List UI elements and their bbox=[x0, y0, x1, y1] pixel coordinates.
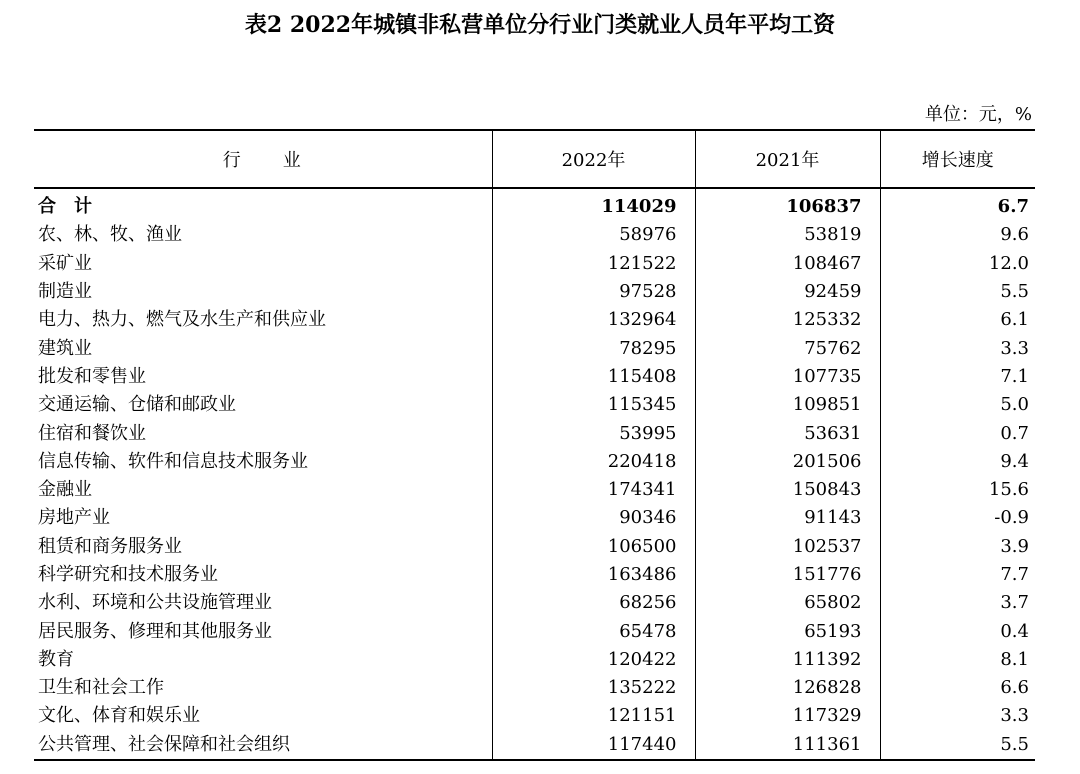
table-row bbox=[34, 674, 1035, 702]
unit-label: 单位：元，% bbox=[924, 104, 1032, 125]
header-row bbox=[34, 130, 1035, 188]
value-2021: 91143 bbox=[695, 504, 880, 532]
header-growth: 增长速度 bbox=[880, 130, 1035, 188]
value-2021: 108467 bbox=[695, 250, 880, 278]
growth-rate: 12.0 bbox=[880, 250, 1035, 278]
table-row bbox=[34, 533, 1035, 561]
growth-rate: 5.5 bbox=[880, 278, 1035, 306]
industry-name: 卫生和社会工作 bbox=[38, 677, 164, 699]
industry-name: 房地产业 bbox=[38, 507, 110, 529]
value-2021: 111392 bbox=[695, 646, 880, 674]
value-2021: 150843 bbox=[695, 476, 880, 504]
value-2021: 102537 bbox=[695, 533, 880, 561]
industry-name: 交通运输、仓储和邮政业 bbox=[38, 394, 236, 416]
table-row bbox=[34, 702, 1035, 730]
value-2022: 68256 bbox=[492, 589, 695, 617]
table-title: 表2 2022年城镇非私营单位分行业门类就业人员年平均工资 bbox=[244, 12, 836, 38]
value-2022: 58976 bbox=[492, 221, 695, 249]
value-2022: 121522 bbox=[492, 250, 695, 278]
industry-name: 建筑业 bbox=[38, 337, 92, 359]
table-body bbox=[34, 188, 1035, 760]
value-2022: 53995 bbox=[492, 419, 695, 447]
table-row bbox=[34, 476, 1035, 504]
value-2021: 107735 bbox=[695, 363, 880, 391]
value-2021: 75762 bbox=[695, 334, 880, 362]
value-2021: 65802 bbox=[695, 589, 880, 617]
industry-name: 文化、体育和娱乐业 bbox=[38, 705, 200, 727]
industry-name: 信息传输、软件和信息技术服务业 bbox=[38, 450, 308, 472]
value-2021: 53819 bbox=[695, 221, 880, 249]
growth-rate: 7.1 bbox=[880, 363, 1035, 391]
industry-name: 科学研究和技术服务业 bbox=[38, 564, 218, 585]
value-2022: 117440 bbox=[492, 731, 695, 760]
growth-rate: 8.1 bbox=[880, 646, 1035, 674]
value-2021: 92459 bbox=[695, 278, 880, 306]
table-row bbox=[34, 561, 1035, 589]
header-2021: 2021年 bbox=[695, 130, 880, 188]
value-2022: 115345 bbox=[492, 391, 695, 419]
growth-rate: 6.1 bbox=[880, 306, 1035, 334]
value-2022: 114029 bbox=[492, 188, 695, 221]
value-2021: 126828 bbox=[695, 674, 880, 702]
value-2022: 135222 bbox=[492, 674, 695, 702]
growth-rate: 15.6 bbox=[880, 476, 1035, 504]
industry-name: 公共管理、社会保障和社会组织 bbox=[34, 731, 492, 760]
value-2022: 132964 bbox=[492, 306, 695, 334]
growth-rate: 6.7 bbox=[880, 188, 1035, 221]
industry-name: 居民服务、修理和其他服务业 bbox=[38, 620, 272, 642]
value-2022: 90346 bbox=[492, 504, 695, 532]
table-row bbox=[34, 306, 1035, 334]
value-2022: 115408 bbox=[492, 363, 695, 391]
value-2022: 78295 bbox=[492, 334, 695, 362]
value-2021: 117329 bbox=[695, 702, 880, 730]
growth-rate: 0.4 bbox=[880, 617, 1035, 645]
table-row bbox=[34, 731, 1035, 760]
growth-rate: 9.6 bbox=[880, 221, 1035, 249]
value-2021: 106837 bbox=[695, 188, 880, 221]
growth-rate: 5.0 bbox=[880, 391, 1035, 419]
value-2022: 65478 bbox=[492, 617, 695, 645]
growth-rate: -0.9 bbox=[880, 504, 1035, 532]
table-row bbox=[34, 363, 1035, 391]
table-row bbox=[34, 391, 1035, 419]
industry-name: 合 计 bbox=[38, 196, 92, 218]
value-2022: 97528 bbox=[492, 278, 695, 306]
value-2021: 109851 bbox=[695, 391, 880, 419]
industry-name: 批发和零售业 bbox=[38, 365, 146, 387]
value-2022: 220418 bbox=[492, 448, 695, 476]
table-row bbox=[34, 589, 1035, 617]
industry-name: 采矿业 bbox=[38, 252, 92, 274]
growth-rate: 3.3 bbox=[880, 702, 1035, 730]
value-2021: 125332 bbox=[695, 306, 880, 334]
industry-name: 教育 bbox=[38, 648, 74, 670]
table-row bbox=[34, 419, 1035, 447]
value-2021: 111361 bbox=[695, 731, 880, 760]
value-2022: 120422 bbox=[492, 646, 695, 674]
table-row bbox=[34, 504, 1035, 532]
value-2022: 163486 bbox=[492, 561, 695, 589]
industry-name: 金融业 bbox=[38, 479, 92, 501]
growth-rate: 5.5 bbox=[880, 731, 1035, 760]
header-2022: 2022年 bbox=[492, 130, 695, 188]
value-2021: 53631 bbox=[695, 419, 880, 447]
table-row bbox=[34, 617, 1035, 645]
table-row bbox=[34, 278, 1035, 306]
table-header bbox=[34, 130, 1035, 188]
table-row bbox=[34, 250, 1035, 278]
table-row bbox=[34, 646, 1035, 674]
value-2021: 65193 bbox=[695, 617, 880, 645]
industry-name: 住宿和餐饮业 bbox=[38, 422, 146, 444]
growth-rate: 3.9 bbox=[880, 533, 1035, 561]
growth-rate: 7.7 bbox=[880, 561, 1035, 589]
industry-name: 制造业 bbox=[38, 281, 92, 303]
wage-table bbox=[34, 129, 1035, 761]
table-row bbox=[34, 221, 1035, 249]
value-2022: 121151 bbox=[492, 702, 695, 730]
industry-name: 农、林、牧、渔业 bbox=[38, 224, 182, 246]
value-2022: 174341 bbox=[492, 476, 695, 504]
growth-rate: 3.7 bbox=[880, 589, 1035, 617]
growth-rate: 6.6 bbox=[880, 674, 1035, 702]
growth-rate: 0.7 bbox=[880, 419, 1035, 447]
industry-name: 电力、热力、燃气及水生产和供应业 bbox=[38, 309, 326, 331]
growth-rate: 9.4 bbox=[880, 448, 1035, 476]
table-row bbox=[34, 334, 1035, 362]
table-row-total bbox=[34, 188, 1035, 221]
header-industry: 行 业 bbox=[34, 130, 492, 188]
table-row bbox=[34, 448, 1035, 476]
value-2021: 201506 bbox=[695, 448, 880, 476]
industry-name: 水利、环境和公共设施管理业 bbox=[38, 592, 272, 614]
value-2021: 151776 bbox=[695, 561, 880, 589]
growth-rate: 3.3 bbox=[880, 334, 1035, 362]
industry-name: 租赁和商务服务业 bbox=[38, 535, 182, 557]
value-2022: 106500 bbox=[492, 533, 695, 561]
